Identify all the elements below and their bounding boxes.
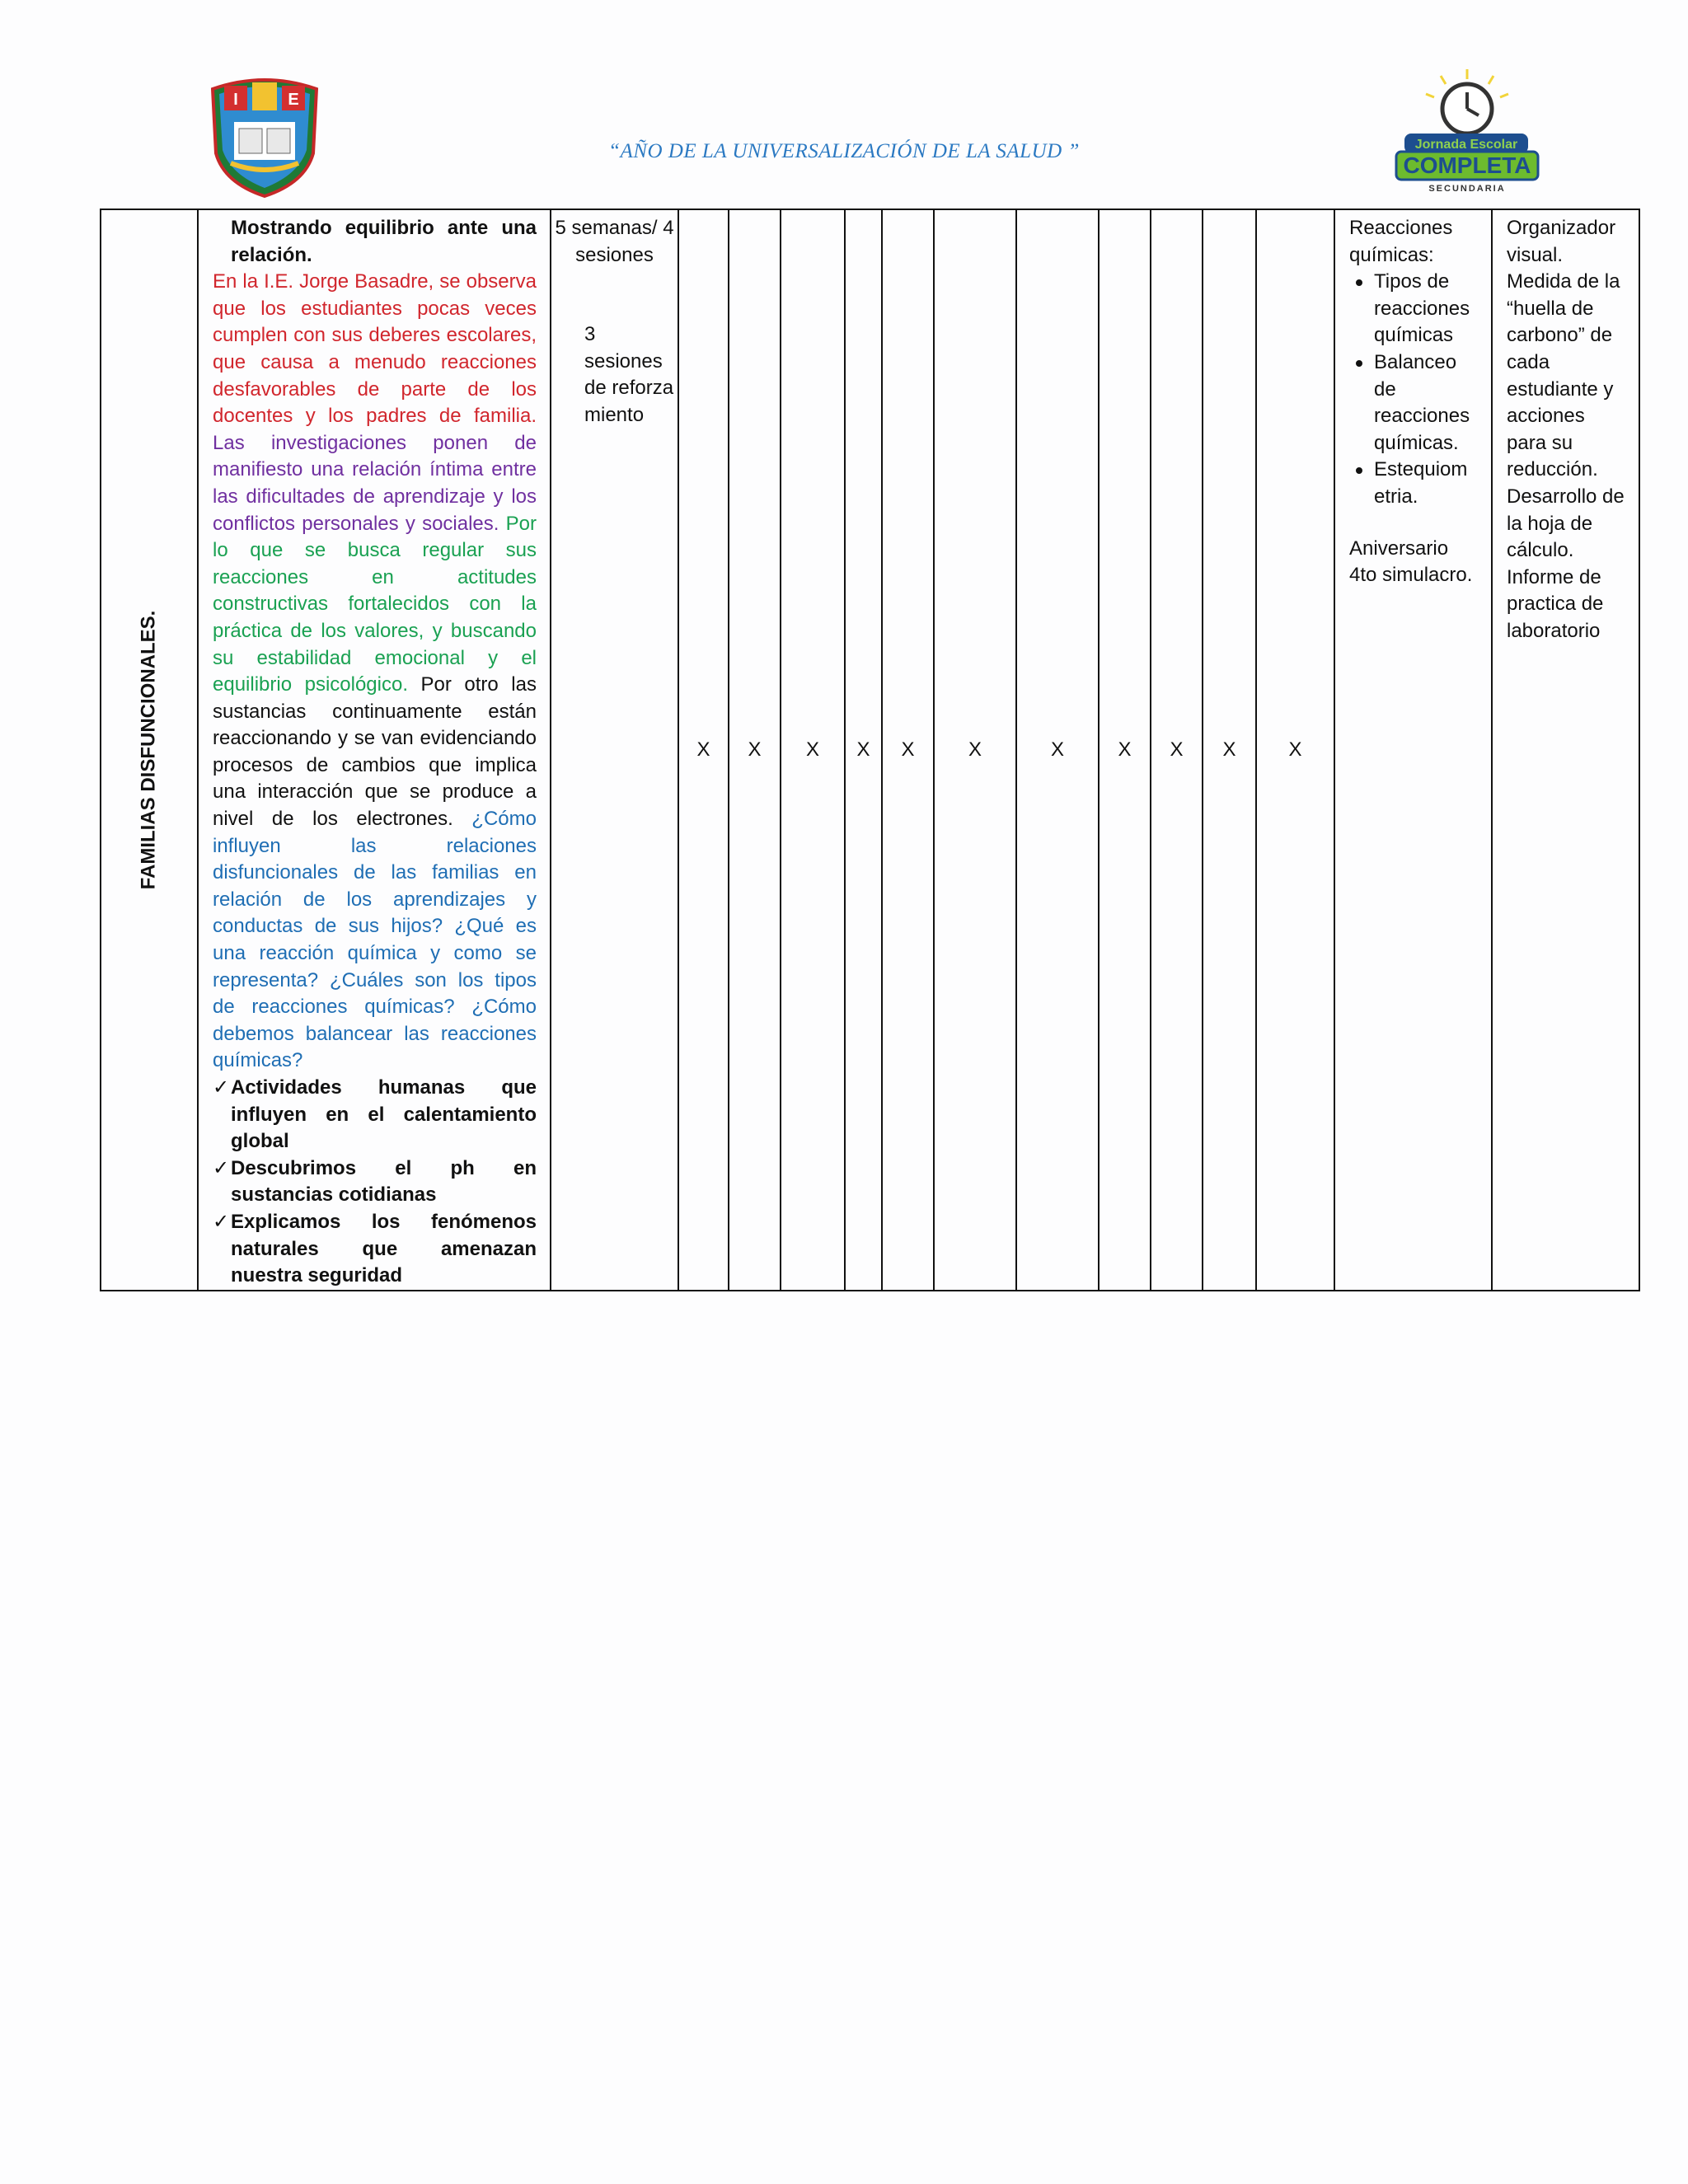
- mark-cell: X: [1256, 209, 1334, 1291]
- logo-text-jornada: Jornada Escolar: [1414, 138, 1518, 152]
- situation-text: [213, 269, 537, 1075]
- logo-text-secundaria: SECUNDARIA: [1428, 184, 1506, 194]
- mark-cell: X: [1016, 209, 1099, 1291]
- table-row: [101, 209, 1639, 1291]
- mark-cell: X: [882, 209, 934, 1291]
- check-icon: ✓: [213, 1156, 230, 1179]
- situation-text-green: Por lo que se busca regular sus reacciones en actitudes constructivas fortalecidos con la práctica de los valores, y buscando su estabilidad emocional y el equilibrio psicológico.: [213, 512, 537, 696]
- mark-cell: X: [678, 209, 729, 1291]
- situation-cell: [198, 209, 551, 1291]
- activity-label: Actividades humanas que influyen en el calentamiento global: [231, 1076, 537, 1153]
- knowledge-list: [1349, 269, 1481, 510]
- knowledge-extra: Aniversario 4to simulacro.: [1349, 537, 1473, 587]
- check-icon: ✓: [213, 1076, 230, 1099]
- duration-weeks: 5 semanas/ 4 sesiones: [555, 217, 674, 266]
- activity-label: Explicamos los fenómenos naturales que amenazan nuestra seguridad: [231, 1210, 537, 1287]
- evidence-cell: Organizador visual. Medida de la “huella de carbono” de cada estudiante y acciones para su reducción. Desarrollo de la hoja de cálculo. Informe de practica de laboratorio: [1492, 209, 1639, 1291]
- activities-list: [213, 1075, 537, 1290]
- duration-cell: [551, 209, 678, 1291]
- list-item: Estequiom etria.: [1374, 457, 1481, 510]
- svg-text:I: I: [233, 91, 238, 109]
- situation-heading: Mostrando equilibrio ante una relación.: [231, 217, 537, 266]
- mark-cell: X: [781, 209, 845, 1291]
- situation-text-red: En la I.E. Jorge Basadre, se observa que los estudiantes pocas veces cumplen con sus deberes escolares, que causa a menudo reacciones desfavorables de parte de los docentes y los padres de familia.: [213, 270, 537, 428]
- list-item: Balanceo de reacciones químicas.: [1374, 349, 1481, 457]
- list-item: [213, 1209, 537, 1290]
- problem-cell: [101, 209, 198, 1291]
- jornada-escolar-completa-logo: [1391, 66, 1544, 194]
- list-item: [213, 1075, 537, 1155]
- check-icon: ✓: [213, 1210, 230, 1233]
- knowledge-cell: [1334, 209, 1492, 1291]
- knowledge-title: Reacciones químicas:: [1349, 217, 1453, 266]
- duration-reinforcement: 3 sesiones de reforza miento: [584, 323, 674, 426]
- mark-cell: X: [1203, 209, 1256, 1291]
- mark-cell: X: [934, 209, 1016, 1291]
- list-item: [213, 1155, 537, 1209]
- situation-text-questions: ¿Cómo influyen las relaciones disfuncionales de las familias en relación de los aprendizajes y conductas de sus hijos? ¿Qué es una reacción química y como se representa? ¿Cuáles son los tipos de reacciones químicas? ¿Cómo debemos balancear las reacciones químicas?: [213, 808, 537, 1072]
- situation-text-purple: Las investigaciones ponen de manifiesto una relación íntima entre las dificultades de aprendizaje y los conflictos personales y sociales.: [213, 431, 537, 535]
- situation-text-black: Por otro las sustancias continuamente están reaccionando y se van evidenciando procesos de cambios que implica una interacción que se produce a nivel de los electrones.: [213, 673, 537, 831]
- svg-text:E: E: [288, 91, 299, 109]
- activity-label: Descubrimos el ph en sustancias cotidianas: [231, 1156, 537, 1207]
- list-item: Tipos de reacciones químicas: [1374, 269, 1481, 349]
- header-title: “AÑO DE LA UNIVERSALIZACIÓN DE LA SALUD ”: [608, 140, 1080, 162]
- mark-cell: X: [845, 209, 882, 1291]
- problem-label: FAMILIAS DISFUNCIONALES.: [137, 610, 160, 890]
- school-crest-logo: [206, 74, 323, 198]
- planning-table: [100, 209, 1640, 1291]
- logo-text-completa: COMPLETA: [1403, 152, 1531, 178]
- mark-cell: X: [1151, 209, 1203, 1291]
- mark-cell: X: [729, 209, 781, 1291]
- mark-cell: X: [1099, 209, 1151, 1291]
